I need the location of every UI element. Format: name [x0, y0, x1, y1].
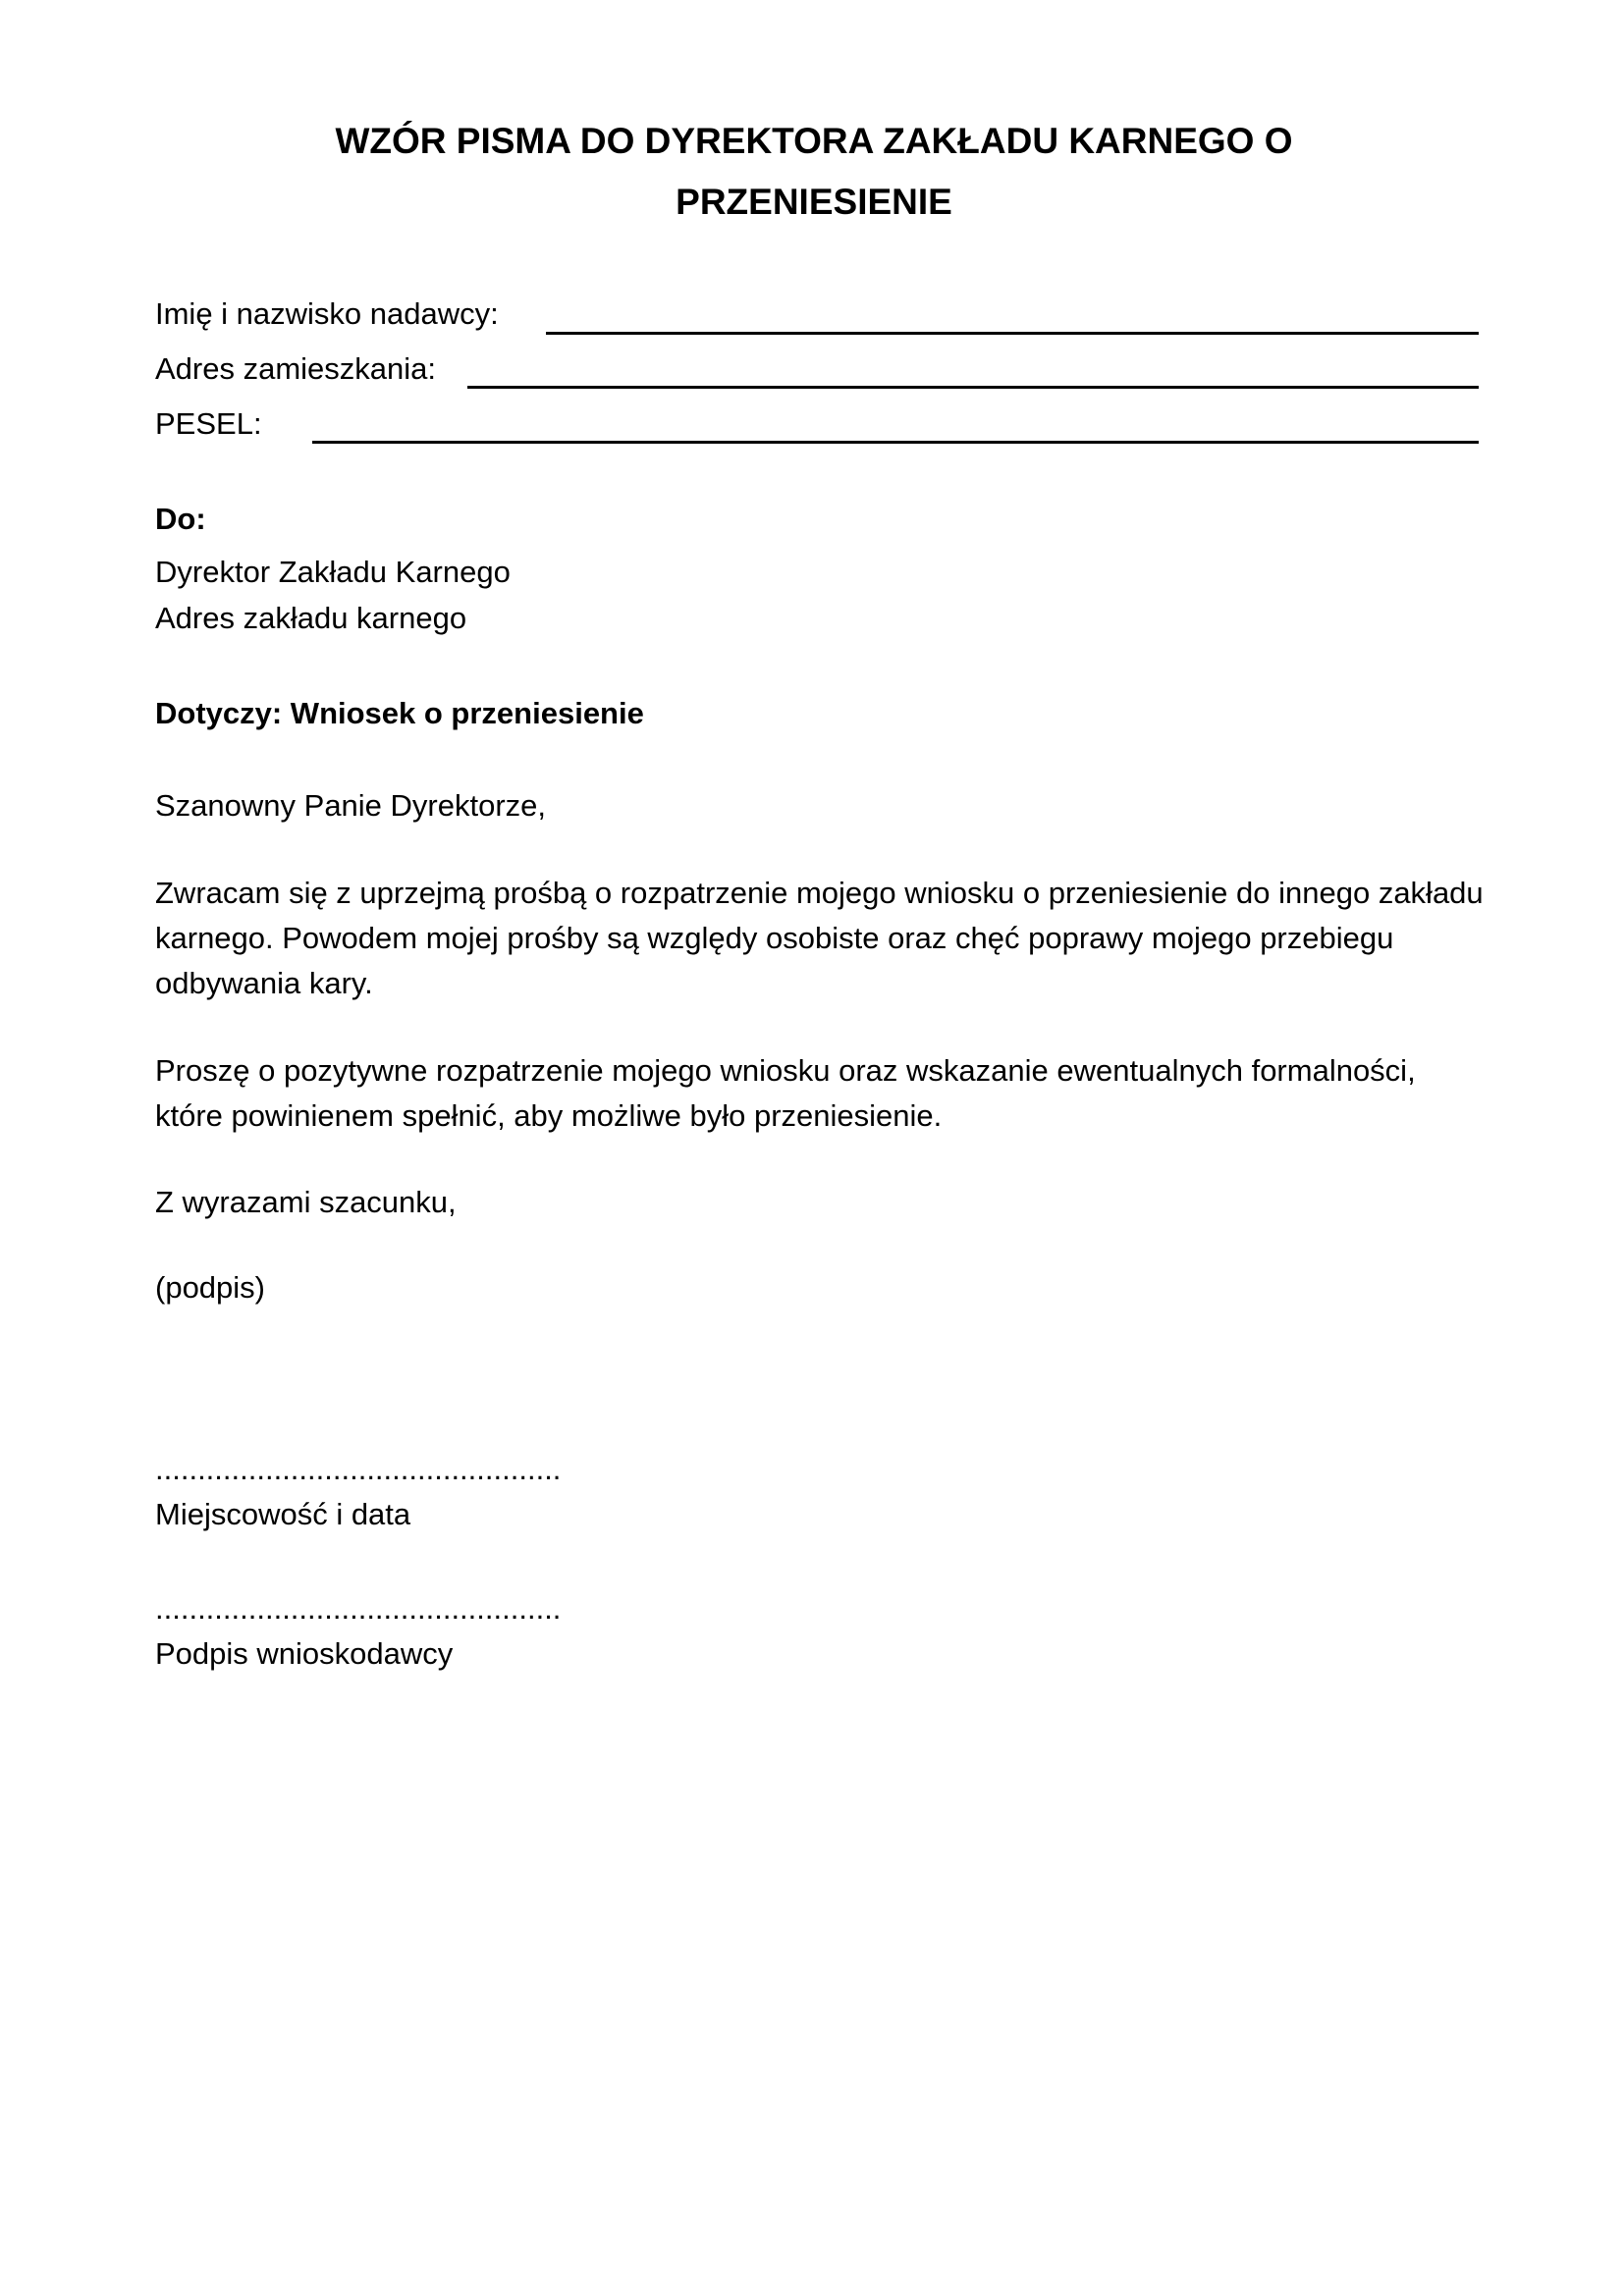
- signature-label: Podpis wnioskodawcy: [155, 1636, 454, 1671]
- recipient-to-label: Do:: [155, 502, 206, 536]
- paragraph-1-line-2: karnego. Powodem mojej prośby są względy osobiste oraz chęć poprawy mojego przebiegu: [155, 921, 1394, 955]
- signature-dots[interactable]: ................................................: [155, 1591, 562, 1626]
- pesel-label: PESEL:: [155, 406, 262, 441]
- recipient-address: Adres zakładu karnego: [155, 601, 467, 635]
- signature-note: (podpis): [155, 1270, 265, 1305]
- salutation: Szanowny Panie Dyrektorze,: [155, 788, 547, 823]
- document-title-line-1: WZÓR PISMA DO DYREKTORA ZAKŁADU KARNEGO O: [335, 121, 1293, 161]
- recipient-name: Dyrektor Zakładu Karnego: [155, 555, 511, 589]
- closing: Z wyrazami szacunku,: [155, 1185, 457, 1219]
- place-date-dots[interactable]: ................................................: [155, 1452, 562, 1486]
- paragraph-1-line-3: odbywania kary.: [155, 966, 373, 1000]
- pesel-field[interactable]: [312, 441, 1479, 444]
- paragraph-1-line-1: Zwracam się z uprzejmą prośbą o rozpatrzenie mojego wniosku o przeniesienie do innego zakładu: [155, 876, 1484, 910]
- place-date-label: Miejscowość i data: [155, 1497, 411, 1531]
- paragraph-2-line-2: które powinienem spełnić, aby możliwe było przeniesienie.: [155, 1098, 943, 1133]
- address-field[interactable]: [467, 386, 1479, 389]
- subject-line: Dotyczy: Wniosek o przeniesienie: [155, 696, 644, 730]
- document-title-line-2: PRZENIESIENIE: [676, 182, 952, 222]
- sender-name-label: Imię i nazwisko nadawcy:: [155, 296, 499, 331]
- paragraph-2-line-1: Proszę o pozytywne rozpatrzenie mojego wniosku oraz wskazanie ewentualnych formalności,: [155, 1053, 1416, 1088]
- sender-name-field[interactable]: [546, 332, 1479, 335]
- address-label: Adres zamieszkania:: [155, 351, 437, 386]
